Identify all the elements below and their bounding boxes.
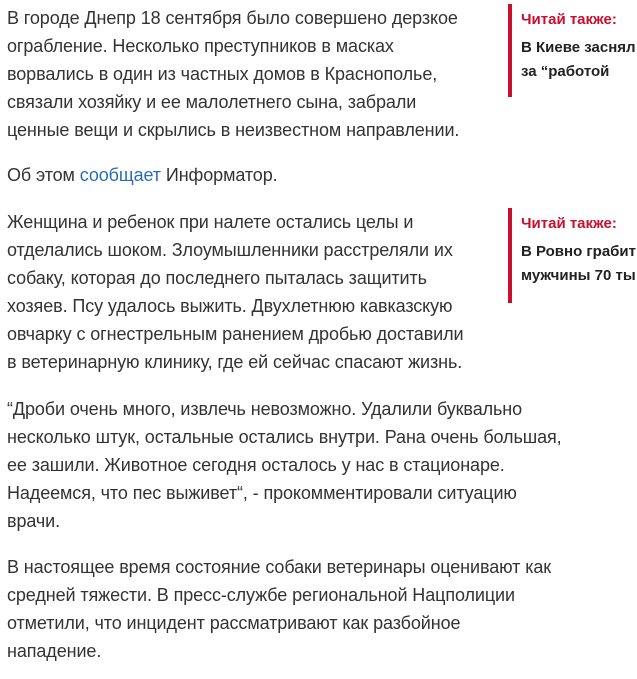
paragraph-line: овчарку с огнестрельным ранением дробью доставили: [7, 324, 464, 344]
paragraph-line: в ветеринарную клинику, где ей сейчас спасают жизнь.: [7, 352, 463, 372]
read-also-box-2[interactable]: [508, 208, 637, 303]
paragraph-line: врачи.: [7, 511, 61, 531]
read-also-link-line: В Ровно грабит: [521, 243, 636, 260]
paragraph-line: несколько штук, остальные остались внутри. Рана очень большая,: [7, 427, 562, 447]
paragraph-line: отметили, что инцидент рассматривают как разбойное: [7, 613, 461, 633]
read-also-link[interactable]: [521, 240, 637, 288]
read-also-link[interactable]: [521, 36, 637, 84]
paragraph-line: собаку, которая до последнего пыталась защитить: [7, 268, 427, 288]
source-text-after: Информатор.: [160, 165, 278, 185]
article-paragraph-source: [7, 161, 497, 189]
paragraph-line: “Дроби очень много, извлечь невозможно. Удалили буквально: [7, 399, 523, 419]
paragraph-line: связали хозяйку и ее малолетнего сына, забрали: [7, 92, 417, 112]
paragraph-line: ворвались в один из частных домов в Краснополье,: [7, 64, 438, 84]
paragraph-line: ограбление. Несколько преступников в масках: [7, 36, 394, 56]
paragraph-line: Надеемся, что пес выживет“, - прокомментировали ситуацию: [7, 483, 517, 503]
read-also-box-1[interactable]: [508, 4, 637, 97]
read-also-link-line: мужчины 70 ты: [521, 267, 636, 284]
paragraph-line: хозяев. Псу удалось выжить. Двухлетнюю кавказскую: [7, 296, 453, 316]
article-paragraph-quote: [7, 395, 607, 535]
paragraph-line: В городе Днепр 18 сентября было совершено дерзкое: [7, 8, 458, 28]
paragraph-line: ее зашили. Животное сегодня осталось у нас в стационаре.: [7, 455, 505, 475]
paragraph-line: В настоящее время состояние собаки ветеринары оценивают как: [7, 557, 552, 577]
paragraph-line: средней тяжести. В пресс-службе региональной Нацполиции: [7, 585, 515, 605]
article-paragraph-1: [7, 4, 497, 144]
source-text-before: Об этом: [7, 165, 80, 185]
paragraph-line: отделались шоком. Злоумышленники расстреляли их: [7, 240, 453, 260]
paragraph-line: нападение.: [7, 641, 102, 661]
article-paragraph-3: [7, 208, 497, 376]
read-also-link-line: В Киеве заснял: [521, 39, 636, 56]
read-also-label: Читай также:: [521, 215, 617, 232]
read-also-link-line: за “работой: [521, 63, 610, 80]
read-also-label: Читай также:: [521, 11, 617, 28]
paragraph-line: ценные вещи и скрылись в неизвестном направлении.: [7, 120, 460, 140]
source-link[interactable]: сообщает: [79, 165, 161, 185]
paragraph-line: Женщина и ребенок при налете остались целы и: [7, 212, 414, 232]
article-paragraph-5: [7, 553, 607, 665]
